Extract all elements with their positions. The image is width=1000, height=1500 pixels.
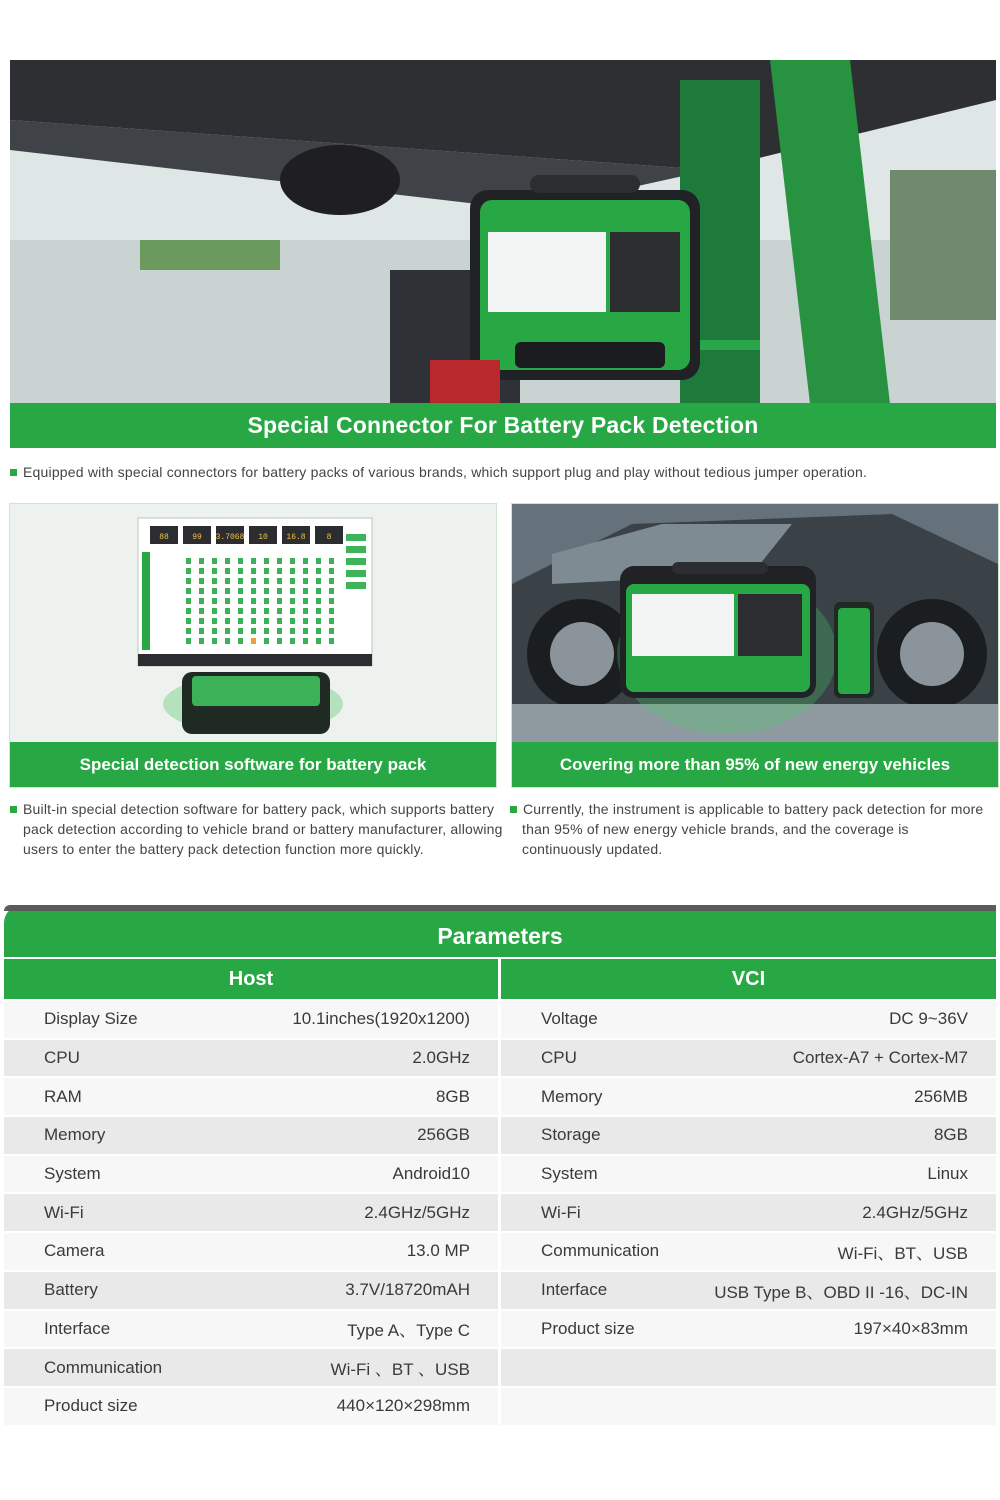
battery-cell bbox=[277, 628, 282, 634]
table-row bbox=[501, 1001, 996, 1038]
battery-cell bbox=[316, 568, 321, 574]
parameter-name: Interface bbox=[541, 1280, 608, 1300]
battery-cell bbox=[316, 608, 321, 614]
table-row bbox=[4, 1233, 498, 1270]
battery-cell bbox=[238, 558, 243, 564]
battery-cell bbox=[264, 578, 269, 584]
hero-description-text: Equipped with special connectors for battery packs of various brands, which support plug and play without tedious jumper operation. bbox=[23, 464, 868, 480]
hero-section bbox=[10, 60, 996, 448]
hero-banner-title: Special Connector For Battery Pack Detection bbox=[10, 403, 996, 448]
battery-cell bbox=[186, 608, 191, 614]
parameter-value: Wi-Fi 、BT 、USB bbox=[330, 1360, 470, 1380]
readout-value: 8 bbox=[326, 533, 332, 542]
vci-parameters-table bbox=[501, 1001, 996, 1427]
parameter-name: Battery bbox=[44, 1280, 98, 1300]
readout-value: 88 bbox=[159, 533, 169, 542]
battery-cell bbox=[290, 558, 295, 564]
battery-cell bbox=[290, 608, 295, 614]
parameter-name: Camera bbox=[44, 1241, 105, 1261]
parameter-value: 10.1inches(1920x1200) bbox=[292, 1009, 470, 1029]
parameter-value: 256MB bbox=[914, 1086, 968, 1106]
parameter-value: Cortex-A7 + Cortex-M7 bbox=[792, 1048, 968, 1068]
parameters-title: Parameters bbox=[4, 905, 996, 957]
battery-cell bbox=[251, 578, 256, 584]
bullet-icon bbox=[10, 806, 17, 813]
battery-cell bbox=[277, 578, 282, 584]
battery-cell bbox=[264, 568, 269, 574]
parameter-value: DC 9~36V bbox=[889, 1009, 968, 1029]
battery-cell bbox=[199, 578, 204, 584]
battery-cell bbox=[277, 638, 282, 644]
parameter-value: 2.0GHz bbox=[412, 1048, 470, 1068]
table-row bbox=[501, 1078, 996, 1115]
table-row bbox=[4, 1194, 498, 1231]
battery-cell bbox=[212, 608, 217, 614]
battery-cell bbox=[212, 558, 217, 564]
readout-value: 99 bbox=[192, 533, 202, 542]
host-column-header: Host bbox=[4, 959, 498, 999]
feature-description-software bbox=[10, 799, 503, 859]
parameter-name: Memory bbox=[541, 1086, 603, 1106]
table-row bbox=[501, 1233, 996, 1270]
feature-title-coverage: Covering more than 95% of new energy vehicles bbox=[512, 742, 998, 787]
battery-cell bbox=[290, 638, 295, 644]
battery-cell bbox=[199, 608, 204, 614]
battery-cell bbox=[251, 568, 256, 574]
table-row bbox=[501, 1117, 996, 1154]
bullet-icon bbox=[10, 469, 17, 476]
parameter-value: 13.0 MP bbox=[406, 1241, 470, 1261]
parameter-name: System bbox=[541, 1164, 598, 1184]
parameter-name: RAM bbox=[44, 1086, 82, 1106]
battery-cell bbox=[264, 608, 269, 614]
battery-cell bbox=[251, 638, 256, 644]
table-row bbox=[501, 1194, 996, 1231]
battery-cell bbox=[251, 558, 256, 564]
table-row bbox=[4, 1040, 498, 1077]
battery-cell bbox=[316, 638, 321, 644]
battery-cell bbox=[238, 598, 243, 604]
software-screenshot bbox=[10, 504, 496, 744]
battery-cell bbox=[238, 568, 243, 574]
battery-cell bbox=[186, 618, 191, 624]
table-row bbox=[501, 1156, 996, 1193]
battery-cell bbox=[290, 598, 295, 604]
battery-cell bbox=[329, 618, 334, 624]
battery-cell bbox=[225, 588, 230, 594]
hero-description bbox=[10, 462, 990, 482]
battery-cell bbox=[329, 598, 334, 604]
battery-cell bbox=[277, 618, 282, 624]
parameter-value: Wi-Fi、BT、USB bbox=[837, 1243, 968, 1263]
battery-cell bbox=[264, 558, 269, 564]
bullet-icon bbox=[510, 806, 517, 813]
parameter-value: 256GB bbox=[417, 1125, 470, 1145]
table-row bbox=[501, 1349, 996, 1386]
feature-description-coverage-text: Currently, the instrument is applicable to battery pack detection for more than 95% of new energy vehicle brands, and the coverage is continuously updated. bbox=[522, 801, 984, 857]
host-parameters-table bbox=[4, 1001, 498, 1427]
parameter-name: Memory bbox=[44, 1125, 106, 1145]
battery-cell bbox=[225, 628, 230, 634]
battery-cell bbox=[212, 598, 217, 604]
battery-cell bbox=[225, 608, 230, 614]
table-row bbox=[4, 1272, 498, 1309]
battery-cell bbox=[303, 588, 308, 594]
battery-cell bbox=[238, 578, 243, 584]
battery-cell bbox=[290, 578, 295, 584]
parameter-value: USB Type B、OBD II -16、DC-IN bbox=[714, 1282, 968, 1302]
battery-cell bbox=[264, 588, 269, 594]
battery-cell bbox=[329, 588, 334, 594]
battery-cell bbox=[316, 628, 321, 634]
battery-cell bbox=[186, 588, 191, 594]
parameter-value: 197×40×83mm bbox=[853, 1318, 968, 1338]
battery-cell bbox=[316, 618, 321, 624]
parameter-name: Communication bbox=[44, 1357, 163, 1377]
parameter-name: CPU bbox=[44, 1048, 80, 1068]
parameter-name: Wi-Fi bbox=[541, 1202, 581, 1222]
battery-cell bbox=[186, 628, 191, 634]
battery-cell bbox=[290, 618, 295, 624]
battery-cell bbox=[199, 588, 204, 594]
battery-cell bbox=[212, 578, 217, 584]
table-row bbox=[501, 1311, 996, 1348]
battery-cell bbox=[316, 598, 321, 604]
battery-cell bbox=[264, 598, 269, 604]
parameter-value: 8GB bbox=[435, 1086, 470, 1106]
battery-cell bbox=[277, 598, 282, 604]
parameter-name: Storage bbox=[541, 1125, 601, 1145]
battery-cell bbox=[329, 638, 334, 644]
battery-cell bbox=[238, 608, 243, 614]
battery-cell bbox=[251, 598, 256, 604]
table-row bbox=[4, 1117, 498, 1154]
battery-cell bbox=[186, 598, 191, 604]
battery-cell bbox=[238, 628, 243, 634]
battery-cell bbox=[329, 578, 334, 584]
battery-cell bbox=[290, 568, 295, 574]
feature-title-software: Special detection software for battery pack bbox=[10, 742, 496, 787]
parameter-name: Interface bbox=[44, 1318, 111, 1338]
battery-cell bbox=[212, 588, 217, 594]
battery-cell bbox=[303, 568, 308, 574]
battery-cell bbox=[277, 568, 282, 574]
battery-cell bbox=[251, 608, 256, 614]
battery-cell bbox=[186, 578, 191, 584]
parameter-value: Linux bbox=[927, 1164, 968, 1184]
readout-value: 16.8 bbox=[286, 533, 306, 542]
battery-cell bbox=[225, 558, 230, 564]
battery-cell bbox=[225, 638, 230, 644]
parameter-name: Product size bbox=[44, 1396, 138, 1416]
battery-cell bbox=[290, 628, 295, 634]
battery-cell bbox=[199, 558, 204, 564]
battery-cell bbox=[303, 598, 308, 604]
parameter-name: Communication bbox=[541, 1241, 660, 1261]
parameter-value: 2.4GHz/5GHz bbox=[862, 1202, 968, 1222]
table-row bbox=[4, 1388, 498, 1425]
battery-cell bbox=[225, 618, 230, 624]
table-row bbox=[4, 1078, 498, 1115]
parameter-name: System bbox=[44, 1164, 101, 1184]
battery-cell bbox=[251, 588, 256, 594]
parameter-value: 8GB bbox=[933, 1125, 968, 1145]
readout-value: 3.7068 bbox=[215, 533, 245, 542]
battery-cell bbox=[329, 608, 334, 614]
table-row bbox=[4, 1349, 498, 1386]
battery-cell bbox=[303, 628, 308, 634]
feature-description-software-text: Built-in special detection software for battery pack, which supports battery pack detection according to vehicle brand or battery manufacturer, allowing users to enter the battery pack detection function more quickly. bbox=[23, 801, 503, 857]
battery-cell bbox=[264, 618, 269, 624]
battery-cell bbox=[199, 628, 204, 634]
battery-cell bbox=[303, 578, 308, 584]
parameter-name: CPU bbox=[541, 1048, 577, 1068]
battery-cell bbox=[199, 598, 204, 604]
parameter-value: Android10 bbox=[392, 1164, 470, 1184]
table-row bbox=[4, 1001, 498, 1038]
parameter-value: 3.7V/18720mAH bbox=[345, 1280, 470, 1300]
battery-cell bbox=[303, 618, 308, 624]
battery-cell bbox=[199, 568, 204, 574]
parameter-value: 2.4GHz/5GHz bbox=[364, 1202, 470, 1222]
battery-cell bbox=[277, 588, 282, 594]
battery-cell bbox=[277, 608, 282, 614]
table-row bbox=[501, 1388, 996, 1425]
battery-cell bbox=[186, 568, 191, 574]
battery-cell bbox=[316, 558, 321, 564]
readout-value: 10 bbox=[258, 533, 268, 542]
parameter-name: Voltage bbox=[541, 1009, 598, 1029]
vehicle-coverage-photo bbox=[512, 504, 998, 744]
battery-cell bbox=[238, 638, 243, 644]
battery-cell bbox=[264, 628, 269, 634]
table-row bbox=[501, 1272, 996, 1309]
feature-description-coverage bbox=[510, 799, 992, 859]
table-row bbox=[4, 1311, 498, 1348]
battery-cell bbox=[225, 578, 230, 584]
battery-cell bbox=[251, 618, 256, 624]
battery-cell bbox=[225, 598, 230, 604]
table-row bbox=[501, 1040, 996, 1077]
battery-cell bbox=[303, 558, 308, 564]
battery-cell bbox=[316, 578, 321, 584]
battery-cell bbox=[251, 628, 256, 634]
feature-card-coverage bbox=[511, 503, 999, 788]
battery-cell bbox=[212, 638, 217, 644]
battery-cell bbox=[303, 608, 308, 614]
battery-cell bbox=[290, 588, 295, 594]
battery-cell bbox=[329, 628, 334, 634]
battery-cell bbox=[316, 588, 321, 594]
feature-card-software bbox=[9, 503, 497, 788]
battery-cell bbox=[199, 618, 204, 624]
battery-cell bbox=[277, 558, 282, 564]
battery-cell bbox=[329, 558, 334, 564]
battery-cell bbox=[199, 638, 204, 644]
parameter-value: Type A、Type C bbox=[347, 1321, 470, 1341]
battery-cell bbox=[303, 638, 308, 644]
workshop-photo bbox=[10, 60, 996, 404]
table-row bbox=[4, 1156, 498, 1193]
battery-cell bbox=[238, 618, 243, 624]
battery-cell bbox=[264, 638, 269, 644]
battery-cell bbox=[212, 568, 217, 574]
battery-cell bbox=[238, 588, 243, 594]
parameter-value: 440×120×298mm bbox=[336, 1396, 470, 1416]
battery-cell bbox=[329, 568, 334, 574]
parameter-name: Wi-Fi bbox=[44, 1202, 84, 1222]
battery-cell bbox=[225, 568, 230, 574]
battery-cell bbox=[212, 628, 217, 634]
battery-cell bbox=[186, 638, 191, 644]
parameter-name: Display Size bbox=[44, 1009, 138, 1029]
battery-cell bbox=[186, 558, 191, 564]
battery-cell bbox=[212, 618, 217, 624]
vci-column-header: VCI bbox=[501, 959, 996, 999]
parameter-name: Product size bbox=[541, 1318, 635, 1338]
